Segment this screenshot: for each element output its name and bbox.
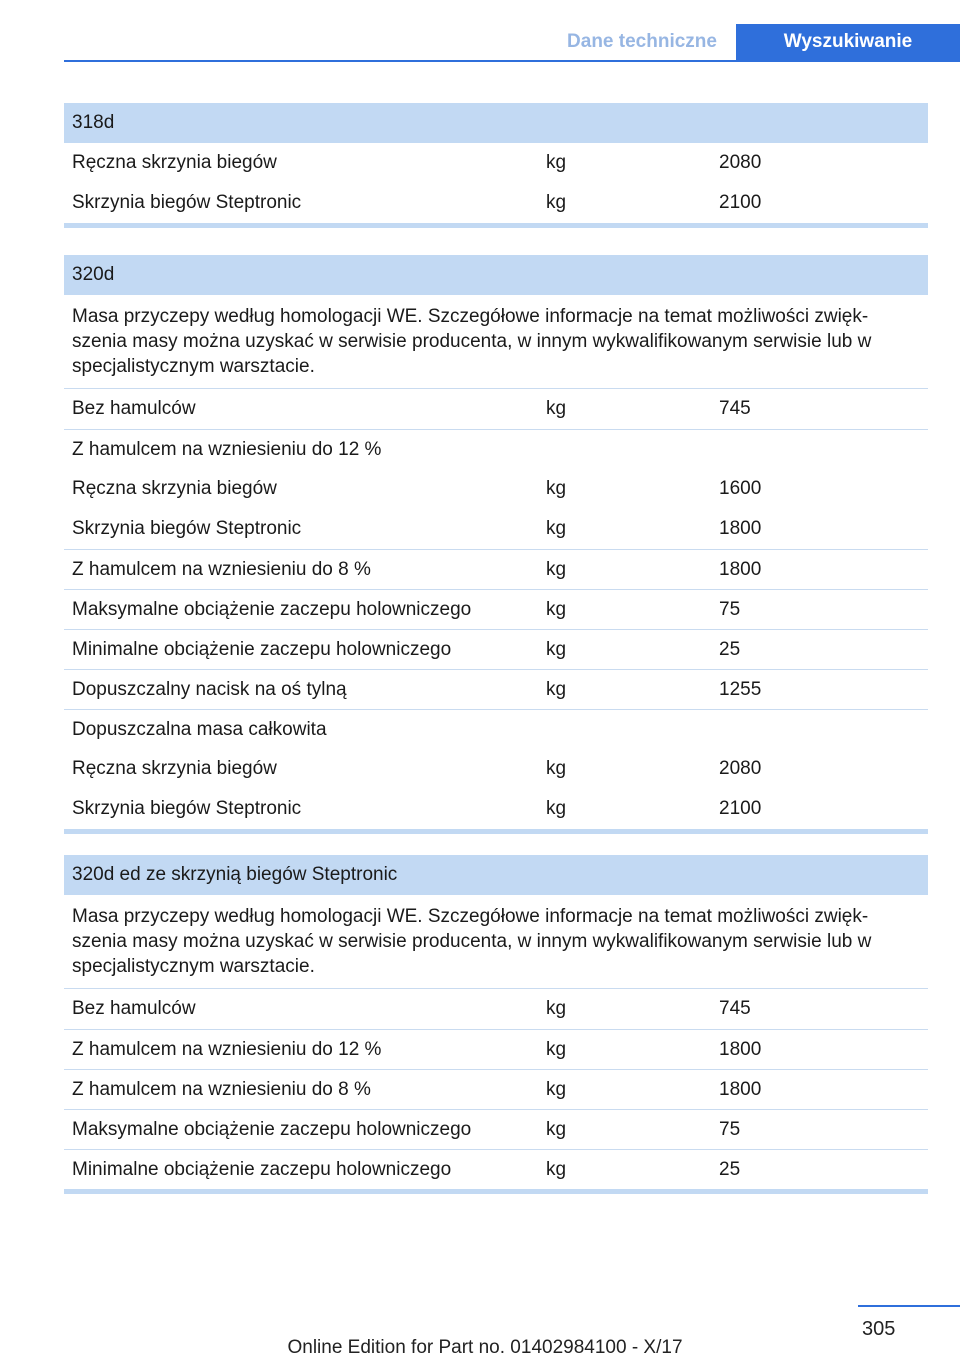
table-318d [64,103,928,228]
row-label: Minimalne obciążenie zaczepu holowniczego [72,639,452,660]
table-title: 320d [64,255,928,295]
header-divider [64,60,960,62]
table-row [64,549,928,589]
table-footer-bar [64,223,928,228]
page-number-rule [858,1305,960,1307]
table-row [64,143,928,183]
tab-dane-techniczne[interactable]: Dane techniczne [567,31,717,52]
row-label: Z hamulcem na wzniesieniu do 8 % [72,559,371,580]
row-label: Skrzynia biegów Steptronic [72,798,302,819]
row-label: Ręczna skrzynia biegów [72,758,277,779]
row-unit: kg [546,192,567,213]
row-value: 2100 [719,192,762,213]
row-unit: kg [546,518,567,539]
row-unit: kg [546,599,567,620]
table-row [64,389,928,429]
table-row [64,749,928,789]
row-unit: kg [546,398,567,419]
row-unit: kg [546,1159,567,1180]
table-title: 318d [64,103,928,143]
page-header [64,24,960,60]
row-value: 1800 [719,518,762,539]
row-unit: kg [546,478,567,499]
row-label: Bez hamulców [72,998,196,1019]
table-row [64,789,928,829]
table-note: Masa przyczepy według homologacji WE. Szczegółowe informacje na temat możliwości zwięk- szenia masy można uzyskać w serwisie producenta, w innym wykwalifikowanym serwisie lub w specjalistycznym warsztacie. [64,895,928,989]
table-row [64,989,928,1029]
row-label: Skrzynia biegów Steptronic [72,518,302,539]
row-unit: kg [546,679,567,700]
table-row [64,629,928,669]
row-label: Dopuszczalny nacisk na oś tylną [72,679,347,700]
row-label: Z hamulcem na wzniesieniu do 12 % [72,439,382,460]
row-value: 75 [719,599,741,620]
tab-wyszukiwanie[interactable]: Wyszukiwanie [736,24,960,60]
page-footer [0,1337,960,1359]
row-unit: kg [546,998,567,1019]
row-unit: kg [546,1119,567,1140]
table-row [64,429,928,469]
page-number: 305 [862,1318,896,1340]
table-320d [64,255,928,834]
table-row [64,509,928,549]
row-value: 2100 [719,798,762,819]
row-value: 745 [719,398,751,419]
row-value: 1255 [719,679,762,700]
row-label: Bez hamulców [72,398,196,419]
row-unit: kg [546,152,567,173]
row-unit: kg [546,1039,567,1060]
row-unit: kg [546,559,567,580]
row-label: Dopuszczalna masa całkowita [72,719,327,740]
row-unit: kg [546,758,567,779]
row-value: 2080 [719,152,762,173]
row-label: Z hamulcem na wzniesieniu do 12 % [72,1039,382,1060]
row-unit: kg [546,639,567,660]
row-label: Skrzynia biegów Steptronic [72,192,302,213]
row-unit: kg [546,1079,567,1100]
row-label: Minimalne obciążenie zaczepu holowniczego [72,1159,452,1180]
table-footer-bar [64,829,928,834]
table-row [64,1109,928,1149]
table-row [64,709,928,749]
row-label: Ręczna skrzynia biegów [72,152,277,173]
table-row [64,1029,928,1069]
row-value: 25 [719,639,741,660]
row-label: Ręczna skrzynia biegów [72,478,277,499]
table-note: Masa przyczepy według homologacji WE. Szczegółowe informacje na temat możliwości zwięk- szenia masy można uzyskać w serwisie producenta, w innym wykwalifikowanym serwisie lub w specjalistycznym warsztacie. [64,295,928,389]
row-value: 745 [719,998,751,1019]
row-label: Maksymalne obciążenie zaczepu holowniczego [72,599,472,620]
table-row [64,1069,928,1109]
row-label: Z hamulcem na wzniesieniu do 8 % [72,1079,371,1100]
row-value: 1800 [719,1079,762,1100]
footer-text: Online Edition for Part no. 01402984100 - X/17 [287,1337,683,1358]
row-label: Maksymalne obciążenie zaczepu holowniczego [72,1119,472,1140]
row-value: 1800 [719,559,762,580]
table-row [64,589,928,629]
table-footer-bar [64,1189,928,1194]
row-value: 25 [719,1159,741,1180]
table-row [64,1149,928,1189]
table-320d-ed [64,855,928,1194]
row-value: 75 [719,1119,741,1140]
row-value: 1800 [719,1039,762,1060]
table-row [64,669,928,709]
row-value: 1600 [719,478,762,499]
row-value: 2080 [719,758,762,779]
table-row [64,183,928,223]
table-title: 320d ed ze skrzynią biegów Steptronic [64,855,928,895]
table-row [64,469,928,509]
row-unit: kg [546,798,567,819]
